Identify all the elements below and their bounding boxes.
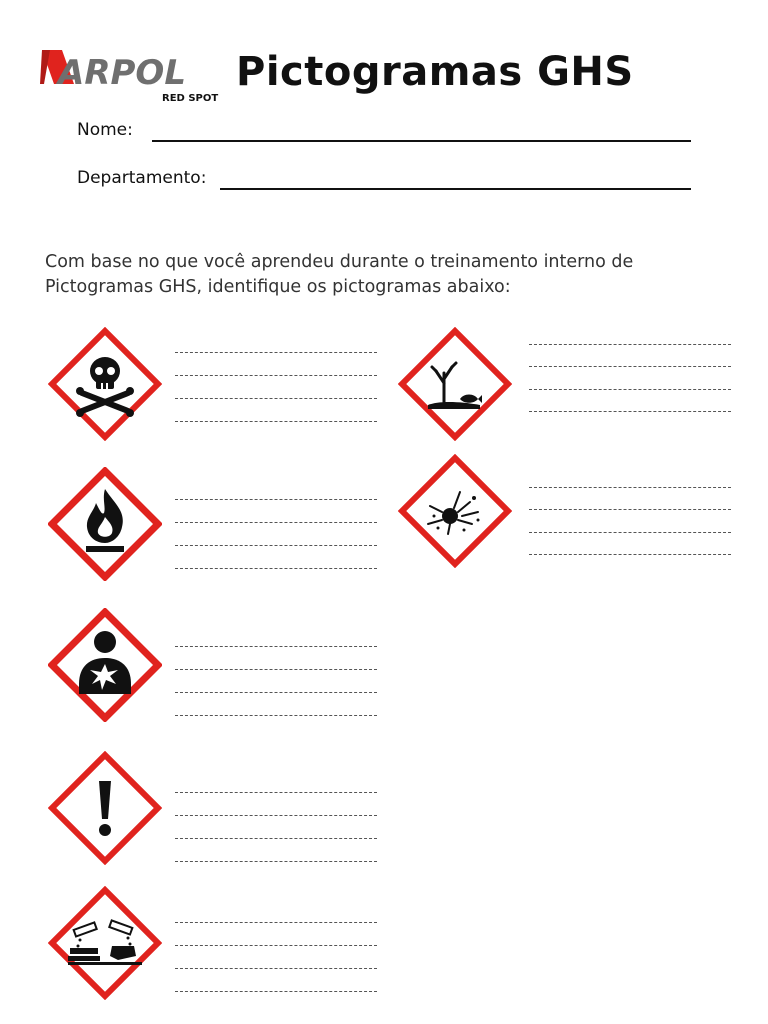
answer-lines-3[interactable] [175,624,377,716]
name-field[interactable] [152,140,691,142]
department-label: Departamento: [77,168,207,188]
corrosion-icon [48,886,162,1000]
answer-lines-2[interactable] [175,477,377,569]
flame-icon [48,467,162,581]
name-label: Nome: [77,120,133,140]
answer-lines-7[interactable] [529,465,731,555]
exclamation-mark-icon [48,751,162,865]
answer-lines-1[interactable] [175,330,377,422]
arpol-logo [40,44,226,104]
page-title: Pictogramas GHS [236,49,634,95]
environment-icon [398,327,512,441]
instructions-text: Com base no que você aprendeu durante o treinamento interno de Pictogramas GHS, identifique os pictogramas abaixo: [45,252,634,297]
answer-lines-6[interactable] [529,322,731,412]
logo-subtext: RED SPOT [162,93,219,104]
skull-crossbones-icon [48,327,162,441]
logo-text: ARPOL [58,53,186,93]
exploding-bomb-icon [398,454,512,568]
answer-lines-5[interactable] [175,900,377,992]
health-hazard-icon [48,608,162,722]
answer-lines-4[interactable] [175,770,377,862]
department-field[interactable] [220,188,691,190]
